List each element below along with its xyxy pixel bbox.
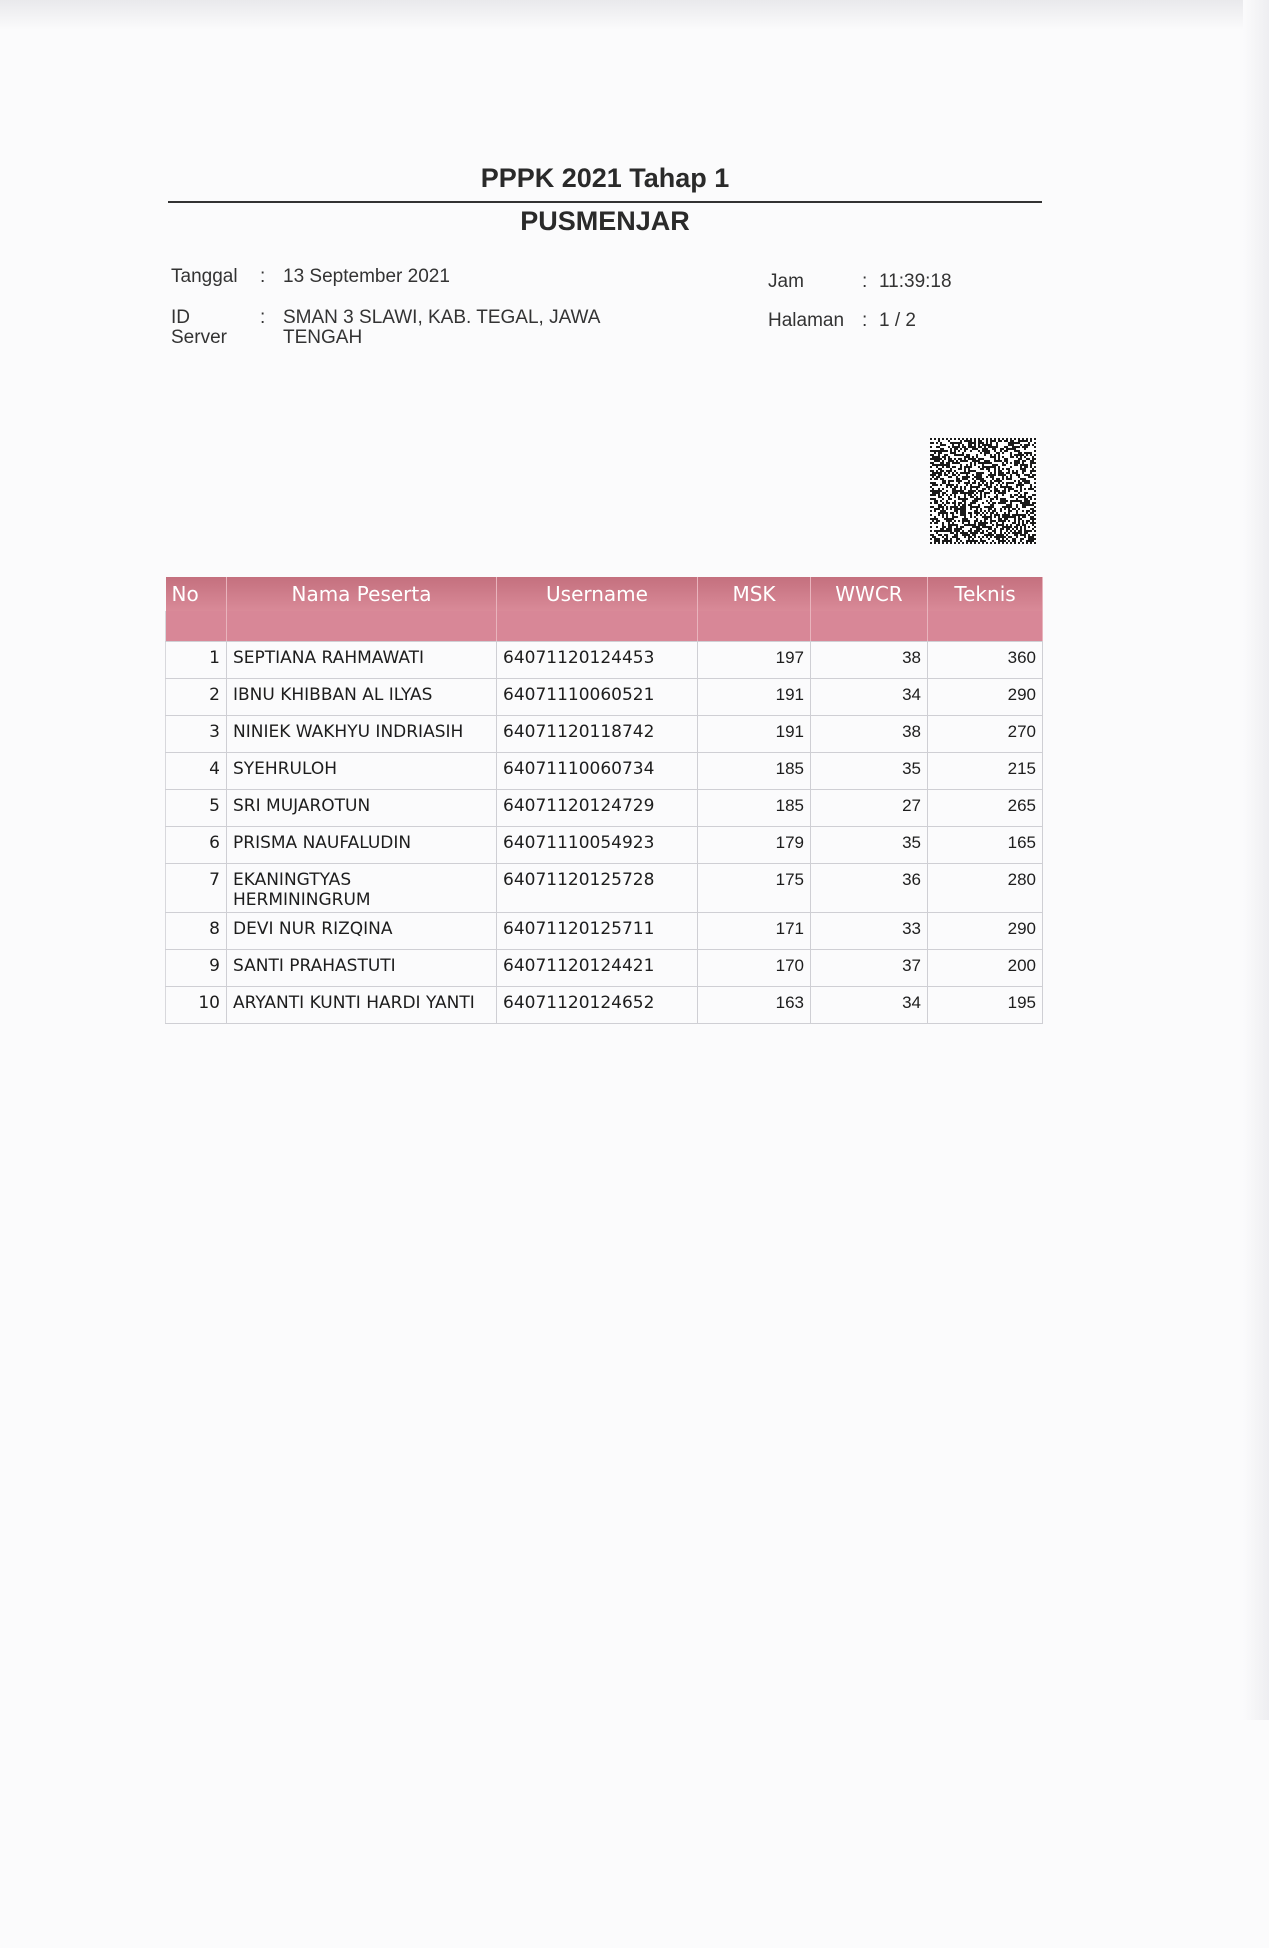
tanggal-value: 13 September 2021 <box>283 266 450 287</box>
cell-nama-peserta: ARYANTI KUNTI HARDI YANTI <box>227 987 497 1024</box>
cell-msk: 171 <box>698 913 811 950</box>
cell-wwcr: 36 <box>811 864 928 913</box>
cell-username: 64071110060734 <box>497 753 698 790</box>
table-row <box>166 790 1043 827</box>
halaman-separator: : <box>862 310 868 331</box>
cell-wwcr: 37 <box>811 950 928 987</box>
jam-label: Jam <box>768 271 804 292</box>
cell-no: 9 <box>166 950 227 987</box>
cell-msk: 191 <box>698 716 811 753</box>
id-separator: : <box>260 307 266 328</box>
cell-teknis: 290 <box>928 679 1043 716</box>
cell-no: 3 <box>166 716 227 753</box>
cell-teknis: 200 <box>928 950 1043 987</box>
table-row <box>166 950 1043 987</box>
cell-no: 7 <box>166 864 227 913</box>
cell-teknis: 195 <box>928 987 1043 1024</box>
cell-no: 4 <box>166 753 227 790</box>
qr-code-icon <box>930 438 1036 544</box>
cell-username: 64071110060521 <box>497 679 698 716</box>
cell-msk: 191 <box>698 679 811 716</box>
cell-teknis: 290 <box>928 913 1043 950</box>
cell-msk: 170 <box>698 950 811 987</box>
cell-teknis: 165 <box>928 827 1043 864</box>
scan-shadow-top <box>0 0 1269 30</box>
scan-shadow-right <box>1243 0 1269 1720</box>
cell-username: 64071110054923 <box>497 827 698 864</box>
cell-wwcr: 35 <box>811 827 928 864</box>
cell-username: 64071120125728 <box>497 864 698 913</box>
tanggal-separator: : <box>260 266 266 287</box>
col-header-username: Username <box>497 577 698 611</box>
cell-nama-peserta: DEVI NUR RIZQINA <box>227 913 497 950</box>
cell-wwcr: 34 <box>811 987 928 1024</box>
cell-nama-peserta: SANTI PRAHASTUTI <box>227 950 497 987</box>
cell-wwcr: 34 <box>811 679 928 716</box>
cell-teknis: 215 <box>928 753 1043 790</box>
cell-username: 64071120125711 <box>497 913 698 950</box>
cell-wwcr: 27 <box>811 790 928 827</box>
cell-msk: 175 <box>698 864 811 913</box>
jam-value: 11:39:18 <box>879 271 952 292</box>
table-row <box>166 864 1043 913</box>
server-label: Server <box>171 327 227 348</box>
cell-wwcr: 38 <box>811 716 928 753</box>
cell-teknis: 270 <box>928 716 1043 753</box>
col-header-no: No <box>166 577 227 611</box>
cell-username: 64071120118742 <box>497 716 698 753</box>
cell-wwcr: 35 <box>811 753 928 790</box>
halaman-value: 1 / 2 <box>879 310 916 331</box>
table-row <box>166 827 1043 864</box>
cell-nama-peserta: SRI MUJAROTUN <box>227 790 497 827</box>
cell-no: 10 <box>166 987 227 1024</box>
cell-teknis: 265 <box>928 790 1043 827</box>
halaman-label: Halaman <box>768 310 845 331</box>
cell-msk: 197 <box>698 642 811 679</box>
col-header-wwcr: WWCR <box>811 577 928 611</box>
table-row <box>166 716 1043 753</box>
id-server-value-line2: TENGAH <box>283 327 363 348</box>
cell-no: 6 <box>166 827 227 864</box>
col-header-nama-peserta: Nama Peserta <box>227 577 497 611</box>
table-row <box>166 987 1043 1024</box>
table-row <box>166 642 1043 679</box>
cell-nama-peserta: SYEHRULOH <box>227 753 497 790</box>
cell-nama-peserta: NINIEK WAKHYU INDRIASIH <box>227 716 497 753</box>
table-header-subrow <box>166 611 1043 642</box>
cell-msk: 185 <box>698 753 811 790</box>
cell-teknis: 280 <box>928 864 1043 913</box>
table-row <box>166 679 1043 716</box>
title-divider <box>168 201 1042 203</box>
cell-username: 64071120124652 <box>497 987 698 1024</box>
cell-no: 1 <box>166 642 227 679</box>
cell-nama-peserta: IBNU KHIBBAN AL ILYAS <box>227 679 497 716</box>
cell-nama-peserta: SEPTIANA RAHMAWATI <box>227 642 497 679</box>
col-header-msk: MSK <box>698 577 811 611</box>
cell-username: 64071120124453 <box>497 642 698 679</box>
cell-teknis: 360 <box>928 642 1043 679</box>
cell-msk: 163 <box>698 987 811 1024</box>
results-table <box>165 577 1043 1024</box>
cell-msk: 185 <box>698 790 811 827</box>
table-body <box>166 642 1043 1024</box>
tanggal-label: Tanggal <box>171 266 238 287</box>
cell-no: 5 <box>166 790 227 827</box>
cell-no: 2 <box>166 679 227 716</box>
table-header-row <box>166 577 1043 611</box>
id-label: ID <box>171 307 190 328</box>
jam-separator: : <box>862 271 868 292</box>
cell-wwcr: 33 <box>811 913 928 950</box>
cell-msk: 179 <box>698 827 811 864</box>
cell-username: 64071120124421 <box>497 950 698 987</box>
cell-wwcr: 38 <box>811 642 928 679</box>
id-server-value-line1: SMAN 3 SLAWI, KAB. TEGAL, JAWA <box>283 307 601 328</box>
table-row <box>166 913 1043 950</box>
document-subtitle: PUSMENJAR <box>520 206 690 236</box>
cell-nama-peserta: PRISMA NAUFALUDIN <box>227 827 497 864</box>
cell-nama-peserta: EKANINGTYAS HERMININGRUM <box>227 864 497 913</box>
col-header-teknis: Teknis <box>928 577 1043 611</box>
document-title: PPPK 2021 Tahap 1 <box>480 163 730 193</box>
table-row <box>166 753 1043 790</box>
cell-no: 8 <box>166 913 227 950</box>
cell-username: 64071120124729 <box>497 790 698 827</box>
